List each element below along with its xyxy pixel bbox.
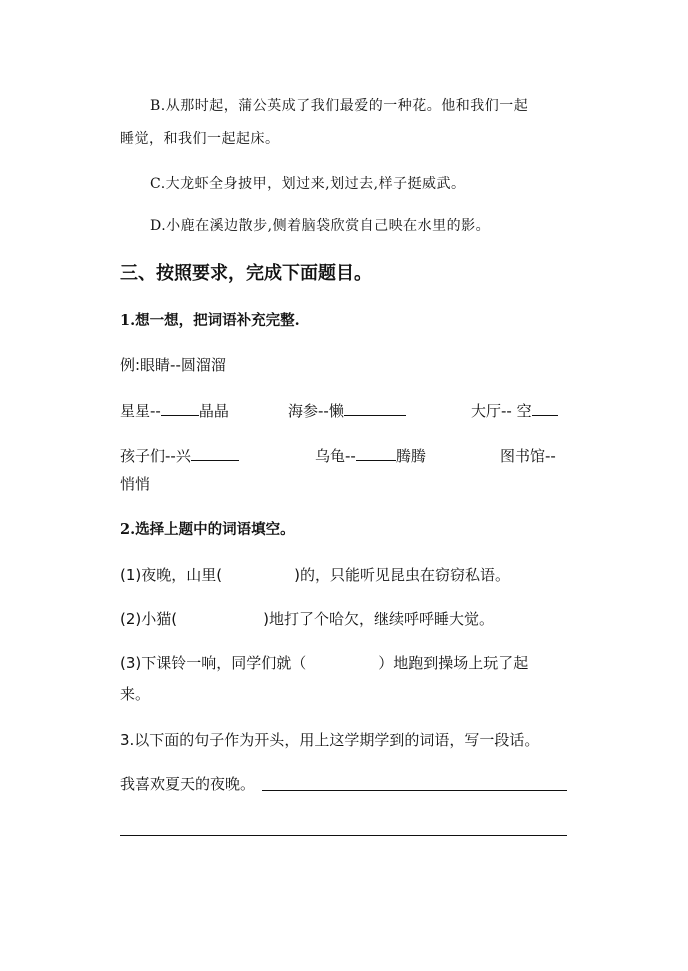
q3-title: 3.以下面的句子作为开头，用上这学期学到的词语，写一段话。 [120,731,540,749]
q1-row1-item1-prefix: 星星-- [120,402,161,420]
option-b-line2: 睡觉，和我们一起起床。 [120,131,280,147]
q2-s1-before: (1)夜晚，山里( [120,566,223,584]
q1-row1-item1 [120,401,229,421]
q1-row2-item2 [315,446,426,466]
q1-row1-item2 [288,401,406,421]
q1-row1-item3 [471,401,558,421]
q1-row2-item2-blank[interactable] [356,446,396,461]
q1-row2-item2-suffix: 腾腾 [395,447,426,465]
q1-row1-item3-prefix: 大厅-- 空 [471,402,532,420]
option-b-line1: B.从那时起，蒲公英成了我们最爱的一种花。他和我们一起 [150,98,529,114]
q2-sentence-1 [120,565,510,585]
q1-row2-item1-blank[interactable] [191,446,239,461]
q2-sentence-3 [120,653,528,673]
q3-writing-line-1[interactable] [262,790,567,791]
q1-row2-item3-cont: 悄悄 [120,475,151,493]
q3-lead-sentence: 我喜欢夏天的夜晚。 [120,775,256,793]
q1-title: 1.想一想，把词语补充完整. [120,312,300,329]
q2-s2-after: )地打了个哈欠，继续呼呼睡大觉。 [263,610,494,628]
q1-row1-item2-blank[interactable] [344,401,406,416]
q1-row2-item3: 图书馆-- [500,447,556,465]
q1-row1-item2-prefix: 海参--懒 [288,402,344,420]
q1-example: 例:眼睛--圆溜溜 [120,356,226,374]
option-d: D.小鹿在溪边散步,侧着脑袋欣赏自己映在水里的影。 [150,218,491,234]
q2-sentence-2 [120,609,494,629]
q1-row2-item1-prefix: 孩子们--兴 [120,447,191,465]
q1-row1-item3-blank[interactable] [532,401,558,416]
q2-title: 2.选择上题中的词语填空。 [120,521,295,538]
q1-row1-item1-suffix: 晶晶 [198,402,229,420]
q2-s2-before: (2)小猫( [120,610,178,628]
q1-row2-item1 [120,446,239,466]
option-c: C.大龙虾全身披甲，划过来,划过去,样子挺威武。 [150,176,466,192]
q2-s3-before: (3)下课铃一响，同学们就（ [120,654,307,672]
section-heading: 三、按照要求，完成下面题目。 [120,263,372,284]
q3-writing-line-2[interactable] [120,835,567,836]
q1-row1-item1-blank[interactable] [161,401,199,416]
q1-row2-item2-prefix: 乌龟-- [315,447,356,465]
q2-s3-cont: 来。 [120,685,151,703]
q2-s1-after: )的，只能听见昆虫在窃窃私语。 [294,566,510,584]
q2-s3-after: ）地跑到操场上玩了起 [378,654,529,672]
